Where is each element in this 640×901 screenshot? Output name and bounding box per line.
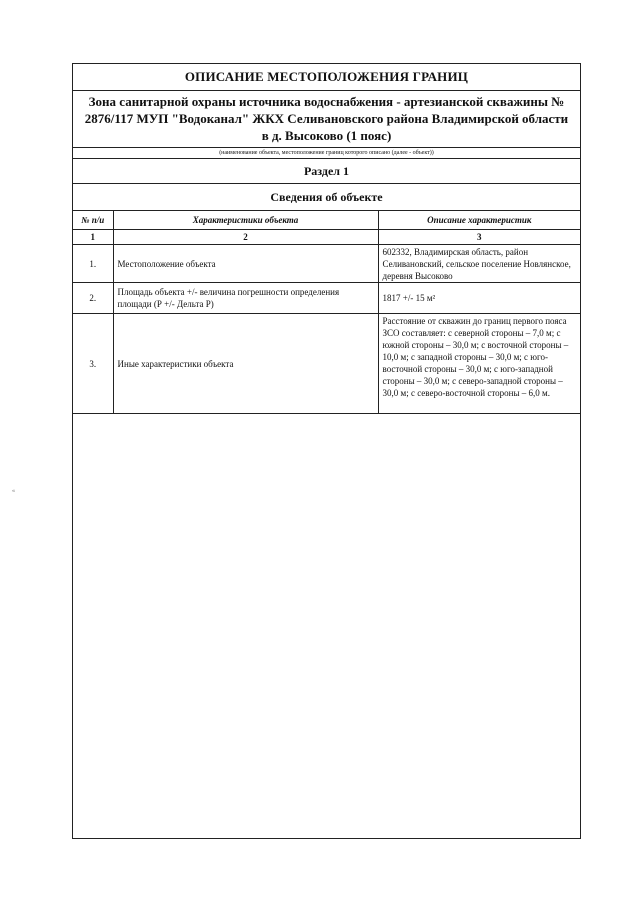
- info-title: Сведения об объекте: [73, 184, 580, 211]
- column-number-row: [73, 230, 580, 245]
- row-number: 1.: [73, 245, 113, 283]
- document-title: ОПИСАНИЕ МЕСТОПОЛОЖЕНИЯ ГРАНИЦ: [73, 64, 580, 91]
- document-frame: [72, 63, 581, 839]
- subject-note: (наименование объекта, местоположение границ которого описано (далее - объект)): [73, 148, 580, 159]
- margin-mark: «: [12, 488, 15, 494]
- column-number-2: 2: [113, 230, 378, 245]
- row-description: 1817 +/- 15 м²: [378, 283, 580, 314]
- table-row: [73, 314, 580, 414]
- row-number: 3.: [73, 314, 113, 414]
- row-description: Расстояние от скважин до границ первого пояса ЗСО составляет: с северной стороны – 7,0 м; с южной стороны – 30,0 м; с восточной стороны – 10,0 м; с западной стороны – 30,0 м; с юго-восточной стороны – 30,0 м; с юго-западной стороны – 30,0 м; с северо-западной стороны – 30,0 м; с северо-восточной стороны – 6,0 м.: [378, 314, 580, 414]
- subject-line-1: Зона санитарной охраны источника водоснабжения - артезианской скважины №: [88, 94, 565, 109]
- table-header-row: [73, 211, 580, 230]
- section-title: Раздел 1: [73, 159, 580, 184]
- row-description: 602332, Владимирская область, район Селивановский, сельское поселение Новлянское, деревня Высоково: [378, 245, 580, 283]
- row-characteristic: Площадь объекта +/- величина погрешности определения площади (Р +/- Дельта Р): [113, 283, 378, 314]
- table-row: [73, 245, 580, 283]
- object-info-table: [73, 211, 580, 414]
- header-characteristic: Характеристики объекта: [113, 211, 378, 230]
- row-characteristic: Иные характеристики объекта: [113, 314, 378, 414]
- document-subject: [73, 91, 580, 148]
- header-description: Описание характеристик: [378, 211, 580, 230]
- subject-line-3: в д. Высоково (1 пояс): [261, 128, 392, 143]
- subject-line-2: 2876/117 МУП "Водоканал" ЖКХ Селивановского района Владимирской области: [84, 111, 569, 126]
- row-characteristic: Местоположение объекта: [113, 245, 378, 283]
- table-row: [73, 283, 580, 314]
- header-number: № п/и: [73, 211, 113, 230]
- column-number-1: 1: [73, 230, 113, 245]
- column-number-3: 3: [378, 230, 580, 245]
- row-number: 2.: [73, 283, 113, 314]
